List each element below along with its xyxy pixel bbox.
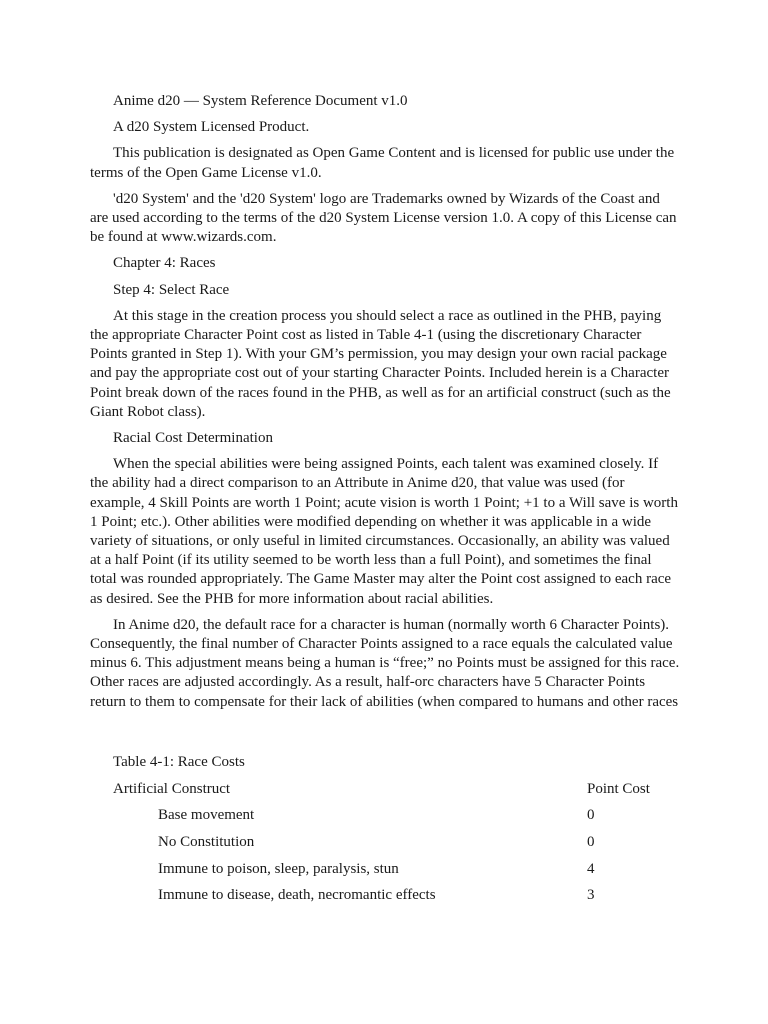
table-row bbox=[90, 833, 680, 860]
table-header-name: Artificial Construct bbox=[113, 780, 231, 797]
chapter-heading: Chapter 4: Races bbox=[113, 255, 216, 272]
select-race-paragraph: At this stage in the creation process you should select a race as outlined in the PHB, paying the appropriate Character Point cost as listed in Table 4-1 (using the discretionary Character Points granted in Step 1). With your GM’s permission, you may design your own racial package and pay the appropriate cost out of your starting Character Points. Included herein is a Character Point break down of the races found in the PHB, as well as for an artificial construct (such as the Giant Robot class). bbox=[90, 307, 671, 420]
table-title: Table 4-1: Race Costs bbox=[113, 753, 245, 770]
table-cell-name: Base movement bbox=[158, 807, 255, 824]
table-cell-cost: 0 bbox=[587, 833, 595, 850]
table-header-cost: Point Cost bbox=[587, 780, 650, 797]
table-cell-name: No Constitution bbox=[158, 833, 255, 850]
document-title: Anime d20 — System Reference Document v1.0 bbox=[113, 93, 408, 109]
ogc-designation-paragraph: This publication is designated as Open Game Content and is licensed for public use under the terms of the Open Game License v1.0. bbox=[90, 145, 675, 181]
step-heading: Step 4: Select Race bbox=[113, 281, 230, 298]
table-cell-cost: 4 bbox=[587, 860, 595, 877]
table-title-row bbox=[90, 753, 680, 780]
table-cell-cost: 0 bbox=[587, 807, 595, 824]
license-notice: A d20 System Licensed Product. bbox=[113, 119, 310, 136]
table-cell-cost: 3 bbox=[587, 887, 595, 904]
cost-determination-paragraph: When the special abilities were being assigned Points, each talent was examined closely. If the ability had a direct comparison to an Attribute in Anime d20, that value was used (for example, 4 Skill Points are worth 1 Point; acute vision is worth 1 Point; +1 to a Will save is worth 1 Point; etc.). Other abilities were modified depending on whether it was applicable in a wide variety of situations, or only useful in limited circumstances. Occasionally, an ability was valued at a half Point (if its utility seemed to be worth less than a full Point), and sometimes the final total was rounded appropriately. The Game Master may alter the Point cost assigned to each race as desired. See the PHB for more information about racial abilities. bbox=[90, 456, 678, 607]
default-race-paragraph: In Anime d20, the default race for a character is human (normally worth 6 Character Points). Consequently, the final number of Character Points assigned to a race equals the calculated value minus 6. This adjustment means being a human is “free;” no Points must be assigned for this race. Other races are adjusted accordingly. As a result, half-orc characters have 5 Character Points return to them to compensate for their lack of abilities (when compared to humans and other races bbox=[90, 616, 680, 710]
table-cell-name: Immune to disease, death, necromantic effects bbox=[158, 887, 436, 904]
document-page bbox=[90, 92, 680, 913]
trademark-paragraph: 'd20 System' and the 'd20 System' logo are Trademarks owned by Wizards of the Coast and are used according to the terms of the d20 System License version 1.0. A copy of this License can be found at www.wizards.com. bbox=[90, 190, 677, 246]
table-row bbox=[90, 860, 680, 887]
table-header-row bbox=[90, 780, 680, 807]
spacer bbox=[90, 719, 680, 753]
race-costs-table bbox=[90, 753, 680, 913]
table-row bbox=[90, 806, 680, 833]
section-heading: Racial Cost Determination bbox=[113, 430, 273, 447]
table-cell-name: Immune to poison, sleep, paralysis, stun bbox=[158, 860, 399, 877]
table-row bbox=[90, 886, 680, 913]
